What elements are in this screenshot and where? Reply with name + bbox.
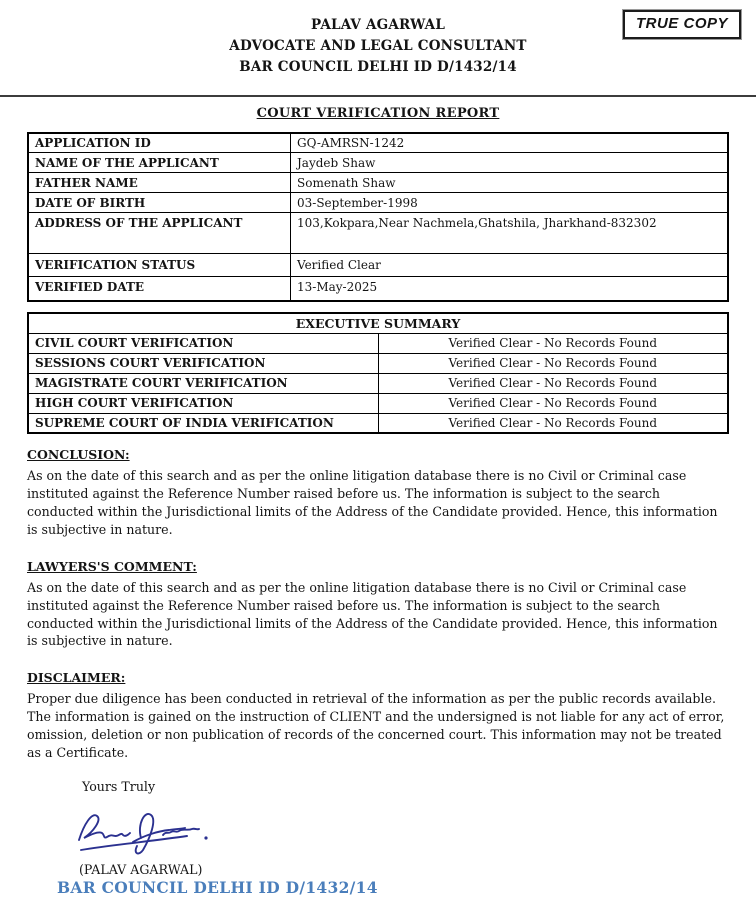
row-value: Verified Clear - No Records Found	[378, 333, 728, 353]
signature-image	[67, 798, 729, 860]
true-copy-stamp: TRUE COPY	[623, 10, 741, 39]
disclaimer-body: Proper due diligence has been conducted in retrieval of the information as per the public records available. The information is gained on the instruction of CLIENT and the undersigned is not liable for any act of error, omission, deletion or non publication of records of the concerned court. This information may not be treated as a Certificate.	[27, 691, 725, 760]
executive-summary-title: EXECUTIVE SUMMARY	[28, 313, 728, 334]
disclaimer-heading: DISCLAIMER:	[27, 670, 126, 686]
table-row	[28, 373, 728, 393]
row-value: Verified Clear - No Records Found	[378, 373, 728, 393]
table-row	[28, 333, 728, 353]
executive-summary-table	[27, 312, 729, 435]
signatory-name: (PALAV AGARWAL)	[79, 861, 203, 877]
table-row	[28, 254, 728, 277]
row-label: FATHER NAME	[28, 173, 291, 193]
table-row	[28, 133, 728, 153]
row-value: 03-September-1998	[291, 193, 729, 213]
row-label: HIGH COURT VERIFICATION	[28, 393, 378, 413]
row-label: NAME OF THE APPLICANT	[28, 153, 291, 173]
conclusion-body: As on the date of this search and as per the online litigation database there is no Civil or Criminal case instituted against the Reference Number raised before us. The information is subject to the search conducted within the Jurisdictional limits of the Address of the Candidate provided. Hence, this information is subjective in nature.	[27, 468, 718, 537]
document-body	[0, 132, 756, 897]
bar-council-footer: BAR COUNCIL DELHI ID D/1432/14	[57, 877, 378, 897]
page-title	[0, 106, 756, 121]
row-label: SESSIONS COURT VERIFICATION	[28, 353, 378, 373]
lawyers-comment-body: As on the date of this search and as per the online litigation database there is no Civil or Criminal case instituted against the Reference Number raised before us. The information is subject to the search conducted within the Jurisdictional limits of the Address of the Candidate provided. Hence, this information is subjective in nature.	[27, 579, 718, 649]
conclusion-heading: CONCLUSION:	[27, 447, 130, 463]
section-lawyers-comment	[27, 559, 729, 651]
advocate-name: PALAV AGARWAL	[310, 17, 446, 33]
row-value: Verified Clear	[291, 254, 729, 277]
row-value: Verified Clear - No Records Found	[378, 353, 728, 373]
table-row	[28, 413, 728, 433]
lawyers-comment-heading: LAWYERS'S COMMENT:	[27, 558, 197, 574]
advocate-role: ADVOCATE AND LEGAL CONSULTANT	[229, 37, 527, 54]
row-value: Verified Clear - No Records Found	[378, 393, 728, 413]
table-row	[28, 213, 728, 254]
row-value: Somenath Shaw	[291, 173, 729, 193]
salutation: Yours Truly	[82, 778, 156, 794]
row-value: Jaydeb Shaw	[291, 153, 729, 173]
table-row	[28, 393, 728, 413]
row-value: GQ-AMRSN-1242	[291, 133, 729, 153]
row-label: MAGISTRATE COURT VERIFICATION	[28, 373, 378, 393]
report-table	[27, 132, 729, 302]
page-title-text: COURT VERIFICATION REPORT	[256, 105, 500, 121]
handwritten-signature-icon	[67, 798, 227, 860]
row-label: CIVIL COURT VERIFICATION	[28, 333, 378, 353]
row-value: 13-May-2025	[291, 277, 729, 301]
row-value: Verified Clear - No Records Found	[378, 413, 728, 433]
header-divider	[0, 95, 756, 97]
row-label: DATE OF BIRTH	[28, 193, 291, 213]
row-value: 103,Kokpara,Near Nachmela,Ghatshila, Jharkhand-832302	[291, 213, 729, 254]
section-disclaimer	[27, 670, 729, 762]
table-row	[28, 173, 728, 193]
row-label: VERIFIED DATE	[28, 277, 291, 301]
table-row	[28, 153, 728, 173]
row-label: SUPREME COURT OF INDIA VERIFICATION	[28, 413, 378, 433]
table-row	[28, 277, 728, 301]
summary-header-row	[28, 313, 728, 334]
table-row	[28, 193, 728, 213]
row-label: APPLICATION ID	[28, 133, 291, 153]
row-label: VERIFICATION STATUS	[28, 254, 291, 277]
section-conclusion	[27, 447, 729, 539]
row-label: ADDRESS OF THE APPLICANT	[28, 213, 291, 254]
table-row	[28, 353, 728, 373]
advocate-bar-council-id: BAR COUNCIL DELHI ID D/1432/14	[239, 58, 517, 75]
